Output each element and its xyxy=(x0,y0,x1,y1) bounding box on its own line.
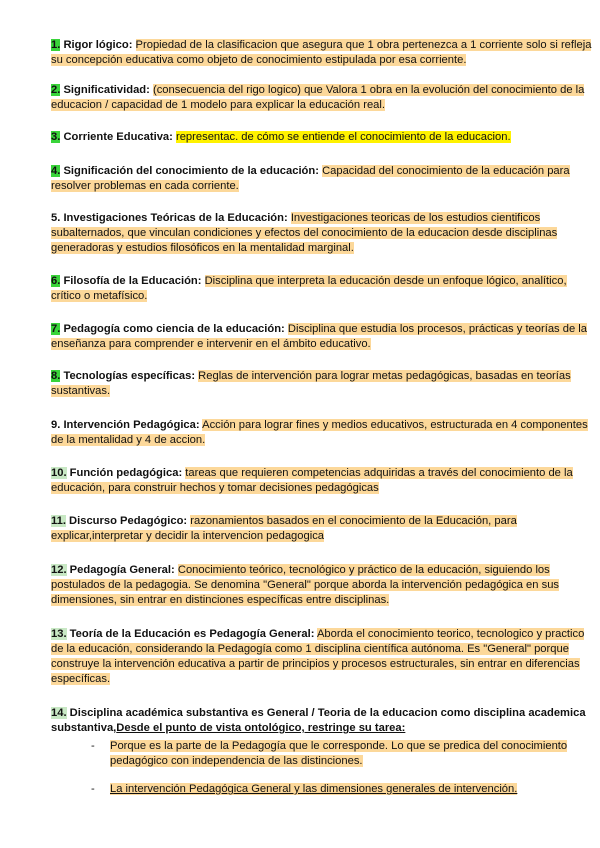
entry-number: 9. xyxy=(51,419,61,431)
entry-term: Función pedagógica: xyxy=(69,467,183,479)
entry-term-underlined: Desde el punto de vista ontológico, restringe su tarea: xyxy=(116,722,406,734)
entry-1 xyxy=(51,38,599,68)
entry-6 xyxy=(51,274,599,304)
entry-definition: tareas que requieren competencias adquiridas a través del conocimiento de la educación, para construir hechos y tomar decisiones pedagógicas xyxy=(51,467,573,494)
entry-term: Rigor lógico: xyxy=(63,39,133,51)
entry-number: 7. xyxy=(51,323,61,335)
entry-10 xyxy=(51,466,599,496)
entry-number: 4. xyxy=(51,165,61,177)
entry-12 xyxy=(51,563,599,608)
entry-term: Investigaciones Teóricas de la Educación: xyxy=(63,212,288,224)
entry-term: Filosofía de la Educación: xyxy=(63,275,202,287)
entry-term: Discurso Pedagógico: xyxy=(69,515,188,527)
entry-term: Pedagogía General: xyxy=(69,564,175,576)
entry-definition: Acción para lograr fines y medios educativos, estructurada en 4 componentes de la mentalidad y 4 de accion. xyxy=(51,419,588,446)
entry-definition: Investigaciones teoricas de los estudios cientificos subalternados, que vinculan condiciones y efectos del conocimiento de la educacion desde disciplinas generadoras y estudios filosóficos en la mentalidad marginal. xyxy=(51,212,558,254)
entry-number: 2. xyxy=(51,84,61,96)
entry-term: Intervención Pedagógica: xyxy=(63,419,200,431)
entry-7 xyxy=(51,322,599,352)
entry-term: Teoría de la Educación es Pedagogía General: xyxy=(69,628,315,640)
entry-number: 5. xyxy=(51,212,61,224)
entry-definition: Propiedad de la clasificacion que asegura que 1 obra pertenezca a 1 corriente solo si refleja su concepción educativa como objeto de conocimiento estipulada por esa corriente. xyxy=(51,39,592,66)
entry-definition: Reglas de intervención para lograr metas pedagógicas, basadas en teorías sustantivas. xyxy=(51,370,571,397)
entry-term: Significatividad: xyxy=(63,84,150,96)
entry-term: Tecnologías específicas: xyxy=(63,370,196,382)
entry-number: 3. xyxy=(51,131,61,143)
entry-term: Disciplina académica substantiva es General / Teoria de la educacion como disciplina academica substantiva, xyxy=(51,707,586,734)
entry-number: 6. xyxy=(51,275,61,287)
bullet-item-2 xyxy=(110,782,570,797)
entry-definition: Conocimiento teórico, tecnológico y práctico de la educación, siguiendo los postulados de la pedagogia. Se denomina "General" porque aborda la intervención pedagógica en sus dimensiones, sin entrar en distinciones específicas entre disciplinas. xyxy=(51,564,560,606)
entry-definition: razonamientos basados en el conocimiento de la Educación, para explicar,interpretar y decidir la intervencion pedagogica xyxy=(51,515,517,542)
entry-definition: representac. de cómo se entiende el conocimiento de la educacion. xyxy=(175,131,511,143)
entry-term: Significación del conocimiento de la educación: xyxy=(63,165,319,177)
entry-14 xyxy=(51,706,599,736)
entry-number: 8. xyxy=(51,370,61,382)
entry-number: 12. xyxy=(51,564,67,576)
entry-definition: Capacidad del conocimiento de la educación para resolver problemas en cada corriente. xyxy=(51,165,570,192)
entry-number: 11. xyxy=(51,515,66,527)
bullet-item-1 xyxy=(110,739,570,769)
entry-definition: (consecuencia del rigo logico) que Valora 1 obra en la evolución del conocimiento de la educacion / capacidad de 1 modelo para explicar la educación real. xyxy=(51,84,585,111)
entry-13 xyxy=(51,627,599,687)
entry-11 xyxy=(51,514,599,544)
entry-4 xyxy=(51,164,599,194)
entry-3 xyxy=(51,130,599,145)
entry-5 xyxy=(51,211,599,256)
entry-9 xyxy=(51,418,599,448)
bullet-marker: - xyxy=(91,783,95,795)
entry-term: Corriente Educativa: xyxy=(63,131,173,143)
entry-definition: Disciplina que estudia los procesos, prácticas y teorías de la enseñanza para comprender e intervenir en el ámbito educativo. xyxy=(51,323,588,350)
entry-8 xyxy=(51,369,599,399)
entry-number: 13. xyxy=(51,628,67,640)
entry-definition: Aborda el conocimiento teorico, tecnologico y practico de la educación, considerando la Pedagogía como 1 disciplina científica autónoma. Es "General" porque construye la intervención educativa a partir de principios y procesos estructurales, sin entrar en diferencias específicas. xyxy=(51,628,585,685)
entry-2 xyxy=(51,83,599,113)
entry-definition: Disciplina que interpreta la educación desde un enfoque lógico, analítico, crítico o metafísico. xyxy=(51,275,567,302)
bullet-text: La intervención Pedagógica General y las dimensiones generales de intervención. xyxy=(110,783,518,795)
entry-number: 10. xyxy=(51,467,67,479)
entry-number: 14. xyxy=(51,707,67,719)
bullet-text: Porque es la parte de la Pedagogía que le corresponde. Lo que se predica del conocimiento pedagógico con independencia de las distinciones. xyxy=(110,740,568,767)
bullet-marker: - xyxy=(91,740,95,752)
entry-number: 1. xyxy=(51,39,61,51)
entry-term: Pedagogía como ciencia de la educación: xyxy=(63,323,285,335)
